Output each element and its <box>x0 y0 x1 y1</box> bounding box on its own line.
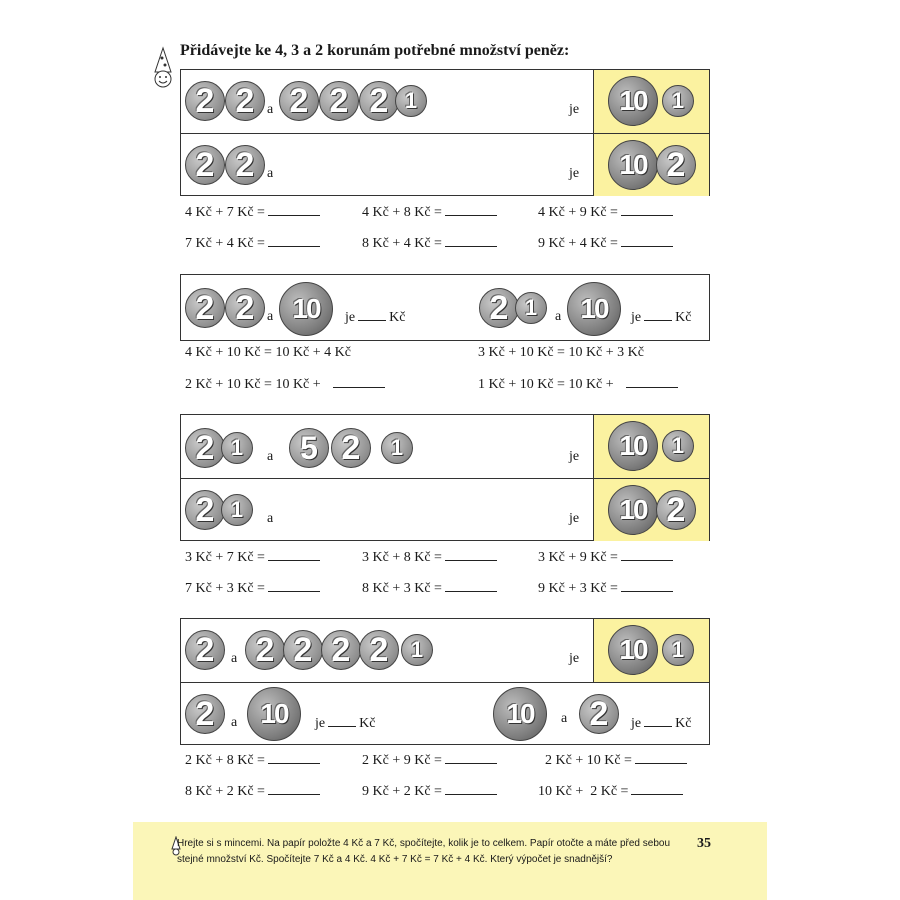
page-title: Přidávejte ke 4, 3 a 2 korunám potřebné množství peněz: <box>180 42 570 59</box>
coin-10: 10 <box>493 687 547 741</box>
word-kc: Kč <box>359 716 376 731</box>
answer-blank[interactable] <box>621 549 673 561</box>
equation <box>362 783 497 800</box>
equation-text: 2 Kč + 9 Kč = <box>362 753 442 768</box>
coin-1: 1 <box>395 85 427 117</box>
answer-box <box>593 619 709 682</box>
equation-text: 2 Kč + 10 Kč = <box>545 753 632 768</box>
equation <box>362 580 497 597</box>
equation-text: 4 Kč + 7 Kč = <box>185 205 265 220</box>
coin-box-1 <box>180 69 710 196</box>
answer-blank[interactable] <box>644 715 672 727</box>
equation <box>185 235 320 252</box>
coin-1: 1 <box>381 432 413 464</box>
coin-2: 2 <box>185 145 225 185</box>
equation-text: 10 Kč + 2 Kč = <box>538 784 629 799</box>
answer-blank[interactable] <box>268 204 320 216</box>
footer-note <box>133 822 767 900</box>
equation-text: 8 Kč + 3 Kč = <box>362 581 442 596</box>
equation-text: 2 Kč + 10 Kč = 10 Kč + <box>185 377 321 392</box>
word-kc: Kč <box>675 310 692 325</box>
coin-2: 2 <box>331 428 371 468</box>
word-je: je <box>315 716 326 731</box>
word-kc: Kč <box>675 716 692 731</box>
coin-1: 1 <box>515 292 547 324</box>
answer-blank[interactable] <box>445 783 497 795</box>
coin-10: 10 <box>567 282 621 336</box>
coin-2: 2 <box>319 81 359 121</box>
equation <box>538 235 673 252</box>
word-a: a <box>231 715 238 730</box>
equation <box>185 783 320 800</box>
equation-text: 7 Kč + 4 Kč = <box>185 236 265 251</box>
equation <box>362 549 497 566</box>
answer-blank[interactable] <box>621 204 673 216</box>
answer-phrase <box>631 715 691 732</box>
equation <box>538 549 673 566</box>
equation <box>538 783 683 800</box>
answer-box <box>593 70 709 133</box>
answer-box <box>593 134 709 196</box>
word-je: je <box>569 449 580 464</box>
answer-blank[interactable] <box>621 235 673 247</box>
equation <box>538 580 673 597</box>
answer-blank[interactable] <box>626 376 678 388</box>
equation <box>362 204 497 221</box>
coin-10: 10 <box>608 625 658 675</box>
answer-box <box>593 479 709 541</box>
coin-2: 2 <box>185 694 225 734</box>
equation <box>362 235 497 252</box>
word-kc: Kč <box>389 310 406 325</box>
word-je: je <box>345 310 356 325</box>
coin-2: 2 <box>245 630 285 670</box>
word-je: je <box>569 651 580 666</box>
answer-blank[interactable] <box>333 376 385 388</box>
word-a: a <box>561 711 568 726</box>
equation-text: 2 Kč + 8 Kč = <box>185 753 265 768</box>
coin-10: 10 <box>608 140 658 190</box>
equation <box>478 345 644 361</box>
coin-box-2 <box>180 274 710 341</box>
coin-2: 2 <box>656 145 696 185</box>
answer-blank[interactable] <box>635 752 687 764</box>
coin-5: 5 <box>289 428 329 468</box>
answer-blank[interactable] <box>445 752 497 764</box>
coin-2: 2 <box>185 490 225 530</box>
answer-blank[interactable] <box>268 235 320 247</box>
equation-text: 3 Kč + 8 Kč = <box>362 550 442 565</box>
word-a: a <box>267 166 274 181</box>
coin-2: 2 <box>479 288 519 328</box>
coin-2: 2 <box>359 630 399 670</box>
coin-1: 1 <box>401 634 433 666</box>
equation <box>185 345 351 361</box>
answer-phrase <box>345 309 405 326</box>
coin-2: 2 <box>279 81 319 121</box>
equation-text: 3 Kč + 7 Kč = <box>185 550 265 565</box>
coin-2: 2 <box>185 428 225 468</box>
equation-text: 8 Kč + 4 Kč = <box>362 236 442 251</box>
coin-1: 1 <box>662 85 694 117</box>
coin-2: 2 <box>656 490 696 530</box>
answer-box <box>593 415 709 478</box>
answer-phrase <box>315 715 375 732</box>
equation-text: 4 Kč + 9 Kč = <box>538 205 618 220</box>
coin-2: 2 <box>225 145 265 185</box>
equation <box>185 376 385 393</box>
coin-2: 2 <box>321 630 361 670</box>
word-a: a <box>267 449 274 464</box>
equation <box>185 580 320 597</box>
equation <box>185 752 320 769</box>
word-a: a <box>555 309 562 324</box>
equation-text: 4 Kč + 8 Kč = <box>362 205 442 220</box>
coin-2: 2 <box>283 630 323 670</box>
answer-blank[interactable] <box>445 204 497 216</box>
answer-blank[interactable] <box>328 715 356 727</box>
answer-blank[interactable] <box>644 309 672 321</box>
coin-10: 10 <box>608 421 658 471</box>
coin-10: 10 <box>279 282 333 336</box>
coin-10: 10 <box>247 687 301 741</box>
footer-text: Hrejte si s mincemi. Na papír položte 4 Kč a 7 Kč, spočítejte, kolik je to celkem. Papír otočte a máte před sebou stejné množství Kč. Spočítejte 7 Kč a 4 Kč. 4 Kč + 7 Kč = 7 Kč + 4 Kč. Který výpočet je snadnější? <box>177 838 671 865</box>
coin-row <box>181 415 709 478</box>
answer-blank[interactable] <box>358 309 386 321</box>
coin-1: 1 <box>221 494 253 526</box>
word-a: a <box>267 309 274 324</box>
answer-phrase <box>631 309 691 326</box>
word-a: a <box>267 511 274 526</box>
coin-row <box>181 682 709 745</box>
word-je: je <box>569 102 580 117</box>
answer-blank[interactable] <box>268 549 320 561</box>
equation <box>185 549 320 566</box>
coin-1: 1 <box>662 430 694 462</box>
coin-row <box>181 133 709 196</box>
word-je: je <box>631 310 642 325</box>
equation <box>545 752 687 769</box>
coin-row <box>181 478 709 541</box>
answer-blank[interactable] <box>268 783 320 795</box>
answer-blank[interactable] <box>621 580 673 592</box>
coin-1: 1 <box>662 634 694 666</box>
equation-text: 7 Kč + 3 Kč = <box>185 581 265 596</box>
answer-blank[interactable] <box>268 752 320 764</box>
equation-text: 3 Kč + 10 Kč = 10 Kč + 3 Kč <box>478 345 644 360</box>
coin-10: 10 <box>608 485 658 535</box>
equation-text: 9 Kč + 3 Kč = <box>538 581 618 596</box>
coin-row <box>181 70 709 133</box>
coin-2: 2 <box>579 694 619 734</box>
word-je: je <box>569 166 580 181</box>
equation <box>538 204 673 221</box>
coin-2: 2 <box>225 288 265 328</box>
clown-icon <box>150 46 176 90</box>
equation-text: 9 Kč + 2 Kč = <box>362 784 442 799</box>
coin-2: 2 <box>359 81 399 121</box>
coin-2: 2 <box>185 630 225 670</box>
answer-blank[interactable] <box>445 235 497 247</box>
answer-blank[interactable] <box>268 580 320 592</box>
equation-text: 3 Kč + 9 Kč = <box>538 550 618 565</box>
coin-box-4 <box>180 618 710 745</box>
coin-10: 10 <box>608 76 658 126</box>
word-a: a <box>231 651 238 666</box>
coin-row <box>181 619 709 682</box>
answer-blank[interactable] <box>631 783 683 795</box>
equation-text: 8 Kč + 2 Kč = <box>185 784 265 799</box>
coin-2: 2 <box>225 81 265 121</box>
equation <box>478 376 678 393</box>
equation <box>185 204 320 221</box>
page-number: 35 <box>697 836 711 851</box>
answer-blank[interactable] <box>445 549 497 561</box>
word-a: a <box>267 102 274 117</box>
equation-text: 1 Kč + 10 Kč = 10 Kč + <box>478 377 614 392</box>
word-je: je <box>631 716 642 731</box>
coin-2: 2 <box>185 288 225 328</box>
coin-1: 1 <box>221 432 253 464</box>
equation-text: 9 Kč + 4 Kč = <box>538 236 618 251</box>
equation <box>362 752 497 769</box>
answer-blank[interactable] <box>445 580 497 592</box>
word-je: je <box>569 511 580 526</box>
equation-text: 4 Kč + 10 Kč = 10 Kč + 4 Kč <box>185 345 351 360</box>
coin-2: 2 <box>185 81 225 121</box>
coin-box-3 <box>180 414 710 541</box>
